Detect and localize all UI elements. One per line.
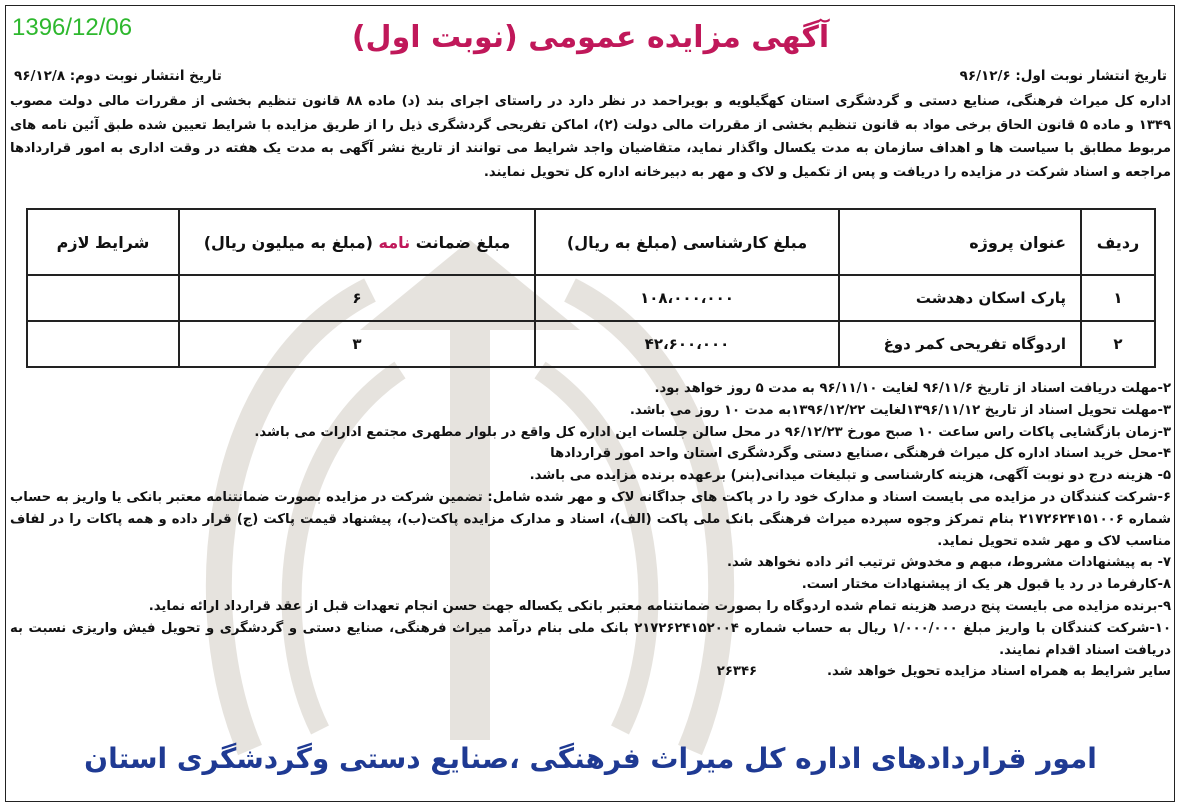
footer-signature: امور قراردادهای اداره کل میراث فرهنگی ،صنایع دستی وگردشگری استان [84,742,1097,775]
closing-line [10,661,1171,683]
header-guarantee-b: نامه [378,232,411,252]
header-radif: ردیف [1081,209,1155,275]
cell-title: پارک اسکان دهدشت [839,275,1081,321]
condition-item: ۷- به پیشنهادات مشروط، مبهم و مخدوش ترتیب اثر داده نخواهد شد. [726,555,1171,571]
condition-item: ۳-زمان بازگشایی پاکات راس ساعت ۱۰ صبح مورخ ۹۶/۱۲/۲۳ در محل سالن جلسات این اداره کل واقع در بلوار مطهری مجتمع ادارات می باشد. [254,424,1171,440]
header-guarantee [179,209,535,275]
intro-paragraph: اداره کل میراث فرهنگی، صنایع دستی و گردشگری استان کهگیلویه و بویراحمد در نظر دارد در راستای اجرای بند (د) ماده ۸۸ قانون تنظیم بخشی از مقررات مالی دولت مصوب ۱۳۴۹ و ماده ۵ قانون الحاق برخی مواد به قانون تنظیم بخشی از مقررات مالی دولت (۲)، اماکن تفریحی گردشگری ذیل را از طریق مزایده با شرایط تعیین شده طبق آئین نامه های مربوط مطابق با سیاست ها و اهداف سازمان به مدت یکسال واگذار نماید، متقاضیان واجد شرایط می توانند از تاریخ نشر آگهی به مدت یک هفته در وقت اداری به امور قراردادها مراجعه و اسناد شرکت در مزایده را دریافت و پس از تکمیل و لاک و مهر به دبیرخانه اداره کل تحویل نمایند. [10,94,1171,180]
table-row [27,321,1155,367]
condition-item: ۸-کارفرما در رد یا قبول هر یک از پیشنهادات مختار است. [801,577,1171,593]
cell-amount: ۴۲،۶۰۰،۰۰۰ [535,321,839,367]
page-title: آگهی مزایده عمومی (نوبت اول) [351,20,830,55]
cell-amount: ۱۰۸،۰۰۰،۰۰۰ [535,275,839,321]
condition-item: ۵- هزینه درج دو نوبت آگهی، هزینه کارشناسی و تبلیغات میدانی(بنر) برعهده برنده مزایده می باشد. [529,468,1171,484]
cell-guarantee: ۶ [179,275,535,321]
condition-item: ۹-برنده مزایده می بایست پنج درصد هزینه تمام شده اردوگاه را بصورت ضمانتنامه معتبر بانکی یکساله جهت حسن انجام تعهدات قبل از عقد قرارداد ارائه نماید. [148,598,1171,614]
cell-guarantee: ۳ [179,321,535,367]
conditions-list [10,378,1171,683]
date-stamp: 1396/12/06 [12,14,133,41]
cell-conditions [27,321,179,367]
table-row [27,275,1155,321]
cell-radif: ۲ [1081,321,1155,367]
condition-item: ۴-محل خرید اسناد اداره کل میراث فرهنگی ،صنایع دستی وگردشگری استان واحد امور قراردادها [550,446,1171,462]
publish-date-second: تاریخ انتشار نوبت دوم: ۹۶/۱۲/۸ [14,68,222,84]
condition-item: ۶-شرکت کنندگان در مزایده می بایست اسناد و مدارک خود را در پاکت های جداگانه لاک و مهر شده شامل: تضمین شرکت در مزایده بصورت ضمانتنامه معتبر بانکی یا واریز به حساب شماره ۲۱۷۲۶۲۴۱۵۱۰۰۶ بنام تمرکز وجوه سپرده میراث فرهنگی بانک ملی پاکت (الف)، اسناد و مدارک مزایده پاکت(ب)، پیشنهاد قیمت پاکت (ج) قرار داده و همه پاکات را در لفاف مناسب لاک و مهر شده تحویل نماید. [10,489,1171,549]
condition-item: ۳-مهلت تحویل اسناد از تاریخ ۱۳۹۶/۱۱/۱۲لغایت ۱۳۹۶/۱۲/۲۲به مدت ۱۰ روز می باشد. [629,402,1171,418]
cell-title: اردوگاه تفریحی کمر دوغ [839,321,1081,367]
closing-text: سایر شرایط به همراه اسناد مزایده تحویل خواهد شد. [827,664,1171,680]
header-amount: مبلغ کارشناسی (مبلغ به ریال) [535,209,839,275]
condition-item: ۲-مهلت دریافت اسناد از تاریخ ۹۶/۱۱/۶ لغایت ۹۶/۱۱/۱۰ به مدت ۵ روز خواهد بود. [654,381,1171,396]
cell-conditions [27,275,179,321]
header-guarantee-a: مبلغ ضمانت [410,232,511,252]
projects-table [26,208,1156,368]
header-conditions: شرایط لازم [27,209,179,275]
condition-item: ۱۰-شرکت کنندگان با واریز مبلغ ۱/۰۰۰/۰۰۰ ریال به حساب شماره ۲۱۷۲۶۲۴۱۵۲۰۰۴ بانک ملی بنام درآمد میراث فرهنگی، صنایع دستی و گردشگری و تحویل فیش واریزی نسبت به دریافت اسناد اقدام نمایند. [10,620,1172,658]
header-guarantee-c: (مبلغ به میلیون ریال) [203,232,379,252]
table-header-row [27,209,1155,275]
cell-radif: ۱ [1081,275,1155,321]
publish-date-first: تاریخ انتشار نوبت اول: ۹۶/۱۲/۶ [959,68,1167,84]
publish-dates [14,68,1167,88]
header-title: عنوان پروژه [839,209,1081,275]
ad-code: ۲۶۳۴۶ [716,664,758,680]
